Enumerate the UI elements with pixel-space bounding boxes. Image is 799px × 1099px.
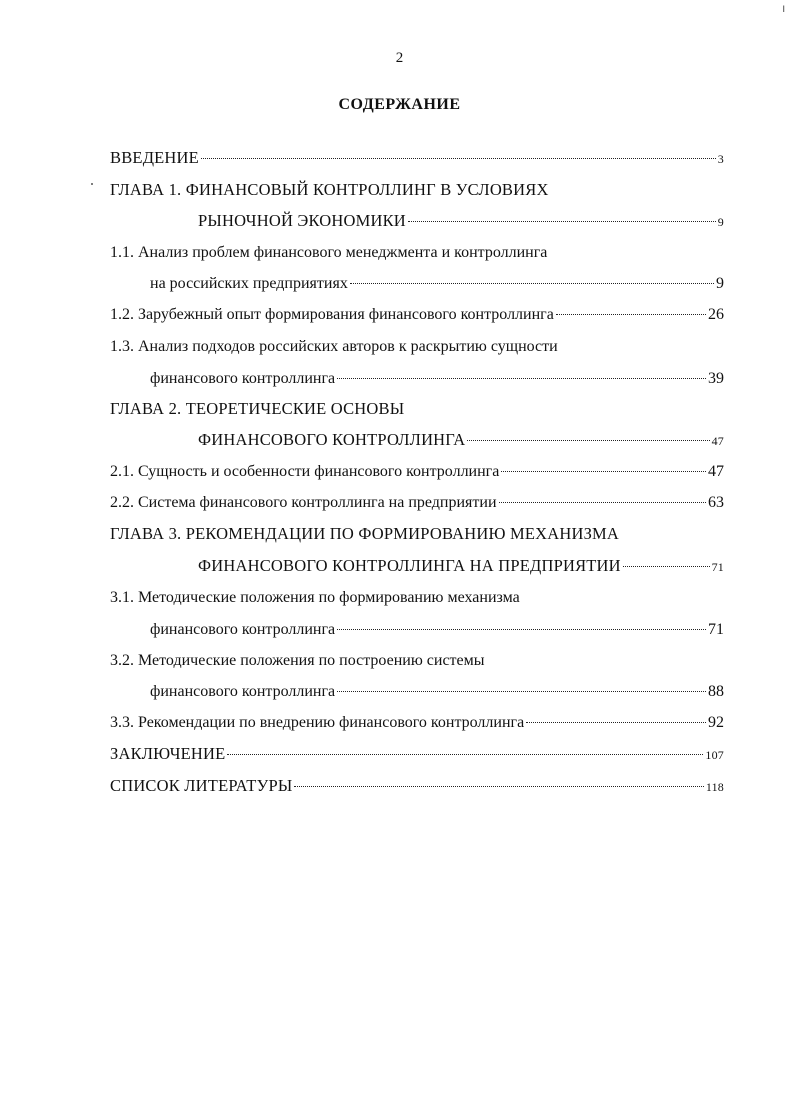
toc-section-1-1-line2[interactable] <box>150 273 724 295</box>
toc-section-1-3-subtitle: финансового контроллинга <box>150 370 336 387</box>
toc-section-2-2-title: 2.2. Система финансового контроллинга на предприятии <box>110 494 497 511</box>
toc-chapter-2-page: 47 <box>711 434 724 448</box>
toc-section-3-1-subtitle: финансового контроллинга <box>150 621 336 638</box>
leader-dots <box>227 754 703 755</box>
toc-section-3-1-page: 71 <box>708 621 724 638</box>
toc-chapter-3-page: 71 <box>711 560 724 574</box>
leader-dots <box>556 314 706 315</box>
leader-dots <box>623 566 710 567</box>
leader-dots <box>499 502 706 503</box>
toc-section-2-1-page: 47 <box>708 463 724 480</box>
toc-chapter-3-title: ГЛАВА 3. РЕКОМЕНДАЦИИ ПО ФОРМИРОВАНИЮ МЕХАНИЗМА <box>110 524 620 543</box>
toc-section-1-2[interactable] <box>110 304 724 326</box>
toc-section-2-2[interactable] <box>110 492 724 514</box>
leader-dots <box>201 158 716 159</box>
leader-dots <box>501 471 706 472</box>
toc-chapter-1-line1[interactable] <box>110 179 549 201</box>
toc-section-1-3-page: 39 <box>708 370 724 387</box>
toc-section-1-1-subtitle: на российских предприятиях <box>150 275 348 292</box>
leader-dots <box>337 378 706 379</box>
leader-dots <box>526 722 706 723</box>
toc-section-3-2-title: 3.2. Методические положения по построению системы <box>110 652 485 669</box>
toc-section-1-1-line1[interactable] <box>110 242 547 264</box>
toc-chapter-3-line2[interactable] <box>198 555 724 577</box>
toc-section-1-2-title: 1.2. Зарубежный опыт формирования финансового контроллинга <box>110 306 554 323</box>
toc-section-1-1-title: 1.1. Анализ проблем финансового менеджмента и контроллинга <box>110 244 548 261</box>
toc-chapter-2-subtitle: ФИНАНСОВОГО КОНТРОЛЛИНГА <box>198 430 466 449</box>
leader-dots <box>337 629 706 630</box>
toc-section-3-3-title: 3.3. Рекомендации по внедрению финансового контроллинга <box>110 714 525 731</box>
toc-chapter-1-title: ГЛАВА 1. ФИНАНСОВЫЙ КОНТРОЛЛИНГ В УСЛОВИЯХ <box>110 180 549 199</box>
toc-entry-conclusion-title: ЗАКЛЮЧЕНИЕ <box>110 744 226 763</box>
toc-chapter-2-title: ГЛАВА 2. ТЕОРЕТИЧЕСКИЕ ОСНОВЫ <box>110 399 405 418</box>
leader-dots <box>350 283 714 284</box>
page-number: 2 <box>395 50 404 66</box>
toc-section-2-1-title: 2.1. Сущность и особенности финансового контроллинга <box>110 463 500 480</box>
toc-section-3-2-subtitle: финансового контроллинга <box>150 683 336 700</box>
toc-title: СОДЕРЖАНИЕ <box>338 96 461 113</box>
toc-section-3-2-line2[interactable] <box>150 681 724 703</box>
toc-entry-intro-title: ВВЕДЕНИЕ <box>110 148 199 167</box>
toc-section-3-3-page: 92 <box>708 714 724 731</box>
leader-dots <box>337 691 706 692</box>
scan-speck <box>91 183 93 185</box>
toc-entry-references-page: 118 <box>705 780 724 794</box>
toc-section-1-3-line2[interactable] <box>150 368 724 390</box>
toc-chapter-2-line1[interactable] <box>110 398 404 420</box>
toc-entry-conclusion-page: 107 <box>705 748 724 762</box>
toc-entry-references-title: СПИСОК ЛИТЕРАТУРЫ <box>110 776 293 795</box>
toc-section-3-2-page: 88 <box>708 683 724 700</box>
toc-chapter-3-line1[interactable] <box>110 523 619 545</box>
toc-section-1-3-title: 1.3. Анализ подходов российских авторов к раскрытию сущности <box>110 338 558 355</box>
toc-entry-intro-page: 3 <box>717 152 724 166</box>
toc-chapter-1-line2[interactable] <box>198 210 724 232</box>
toc-section-2-2-page: 63 <box>708 494 724 511</box>
leader-dots <box>408 221 716 222</box>
toc-entry-references[interactable] <box>110 775 724 797</box>
toc-entry-conclusion[interactable] <box>110 743 724 765</box>
toc-section-3-2-line1[interactable] <box>110 650 485 672</box>
toc-chapter-3-subtitle: ФИНАНСОВОГО КОНТРОЛЛИНГА НА ПРЕДПРИЯТИИ <box>198 556 621 575</box>
toc-chapter-1-subtitle: РЫНОЧНОЙ ЭКОНОМИКИ <box>198 211 406 230</box>
toc-section-1-2-page: 26 <box>708 306 724 323</box>
corner-mark: I <box>782 4 785 14</box>
leader-dots <box>467 440 709 441</box>
toc-entry-intro[interactable] <box>110 147 724 169</box>
toc-chapter-2-line2[interactable] <box>198 429 724 451</box>
toc-section-3-1-line2[interactable] <box>150 619 724 641</box>
toc-section-1-3-line1[interactable] <box>110 336 558 358</box>
toc-section-2-1[interactable] <box>110 461 724 483</box>
toc-section-1-1-page: 9 <box>716 275 724 292</box>
leader-dots <box>294 786 703 787</box>
toc-section-3-1-line1[interactable] <box>110 587 520 609</box>
toc-section-3-1-title: 3.1. Методические положения по формированию механизма <box>110 589 520 606</box>
toc-chapter-1-page: 9 <box>717 215 724 229</box>
toc-section-3-3[interactable] <box>110 712 724 734</box>
